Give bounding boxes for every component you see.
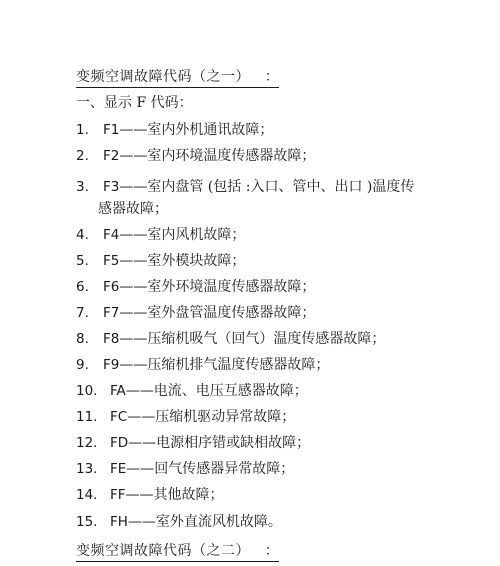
list-item-code: F1: [103, 122, 120, 138]
list-item-text: ——室外盘管温度传感器故障；: [119, 305, 316, 321]
list-item: [76, 513, 496, 531]
list-item-text: ——回气传感器异常故障；: [126, 461, 295, 477]
list-item: [76, 330, 496, 348]
list-item-number: 5.: [76, 253, 89, 269]
list-item-code: F6: [103, 279, 120, 295]
section-heading-2-suffix: ：: [264, 543, 280, 559]
list-item-code: FH: [110, 514, 128, 530]
list-item-code: F5: [103, 253, 120, 269]
list-item-text: ——室内盘管 (包括 :入口、管中、出口 )温度传: [119, 179, 415, 195]
list-item-number: 15.: [76, 514, 98, 530]
list-item-number: 13.: [76, 461, 98, 477]
list-item: [76, 434, 496, 452]
list-item: [76, 278, 496, 296]
list-item-number: 9.: [76, 357, 89, 373]
list-item-number: 1.: [76, 122, 89, 138]
list-item-text: ——室外环境温度传感器故障；: [119, 279, 316, 295]
list-item: [76, 252, 496, 270]
list-item: [76, 382, 496, 400]
list-item-text: ——室外模块故障；: [119, 253, 246, 269]
list-item-code: FA: [110, 383, 126, 399]
subheading-f-codes: 一、显示 F 代码：: [76, 95, 193, 111]
list-item-number: 6.: [76, 279, 89, 295]
list-item-number: 14.: [76, 487, 98, 503]
list-item-number: 8.: [76, 331, 89, 347]
list-item-number: 7.: [76, 305, 89, 321]
list-item-code: F7: [103, 305, 120, 321]
list-item-text: ——压缩机驱动异常故障；: [127, 409, 296, 425]
list-item-number: 10.: [76, 383, 98, 399]
list-item-text: ——室内外机通讯故障；: [119, 122, 274, 138]
list-item: [76, 147, 496, 165]
section-heading-2-title: 变频空调故障代码（之二）: [76, 543, 250, 559]
list-item-code: FF: [110, 487, 126, 503]
list-item-code: F8: [103, 331, 120, 347]
list-item-text: ——室内风机故障；: [119, 227, 246, 243]
list-item-code: FC: [110, 409, 128, 425]
list-item-code: FE: [110, 461, 127, 477]
list-item: [76, 226, 496, 244]
list-item-number: 12.: [76, 435, 98, 451]
list-item: [76, 178, 496, 218]
list-item-code: F4: [103, 227, 120, 243]
list-item-text-continuation: 感器故障；: [98, 201, 168, 217]
list-item-text: ——室内环境温度传感器故障；: [119, 148, 316, 164]
list-item-number: 11.: [76, 409, 98, 425]
list-item: [76, 356, 496, 374]
section-heading-1: [76, 68, 279, 88]
list-item-text: ——电流、电压互感器故障；: [125, 383, 308, 399]
list-item-code: F2: [103, 148, 120, 164]
section-heading-1-title: 变频空调故障代码（之一）: [76, 69, 250, 85]
list-item: [76, 408, 496, 426]
list-item-code: F3: [103, 179, 120, 195]
section-heading-2: [76, 542, 279, 562]
list-item-text: ——室外直流风机故障。: [127, 514, 282, 530]
list-item-text: ——压缩机吸气（回气）温度传感器故障；: [119, 331, 386, 347]
list-item-text: ——压缩机排气温度传感器故障；: [119, 357, 330, 373]
list-item: [76, 121, 496, 139]
list-item-code: FD: [110, 435, 129, 451]
section-heading-2-underlined: [76, 542, 279, 562]
list-item-number: 3.: [76, 179, 89, 195]
list-item-code: F9: [103, 357, 120, 373]
list-item: [76, 460, 496, 478]
list-item-text: ——其他故障；: [125, 487, 224, 503]
list-item: [76, 486, 496, 504]
section-heading-1-suffix: ：: [264, 69, 280, 85]
list-item: [76, 304, 496, 322]
list-item-number: 2.: [76, 148, 89, 164]
list-item-text: ——电源相序错或缺相故障；: [128, 435, 311, 451]
section-heading-1-underlined: [76, 68, 279, 88]
list-item-number: 4.: [76, 227, 89, 243]
